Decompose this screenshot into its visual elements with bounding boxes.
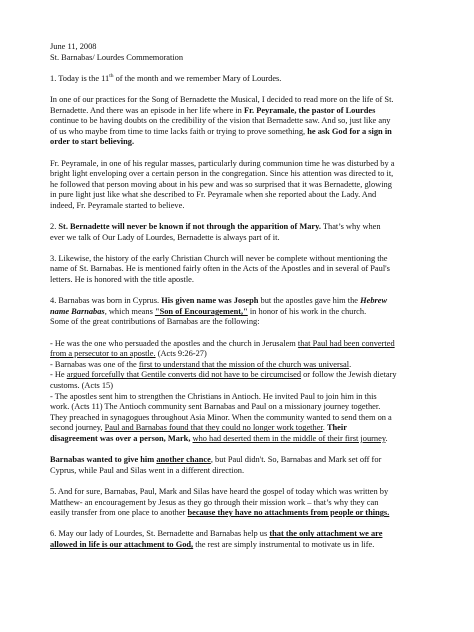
document-title: St. Barnabas/ Lourdes Commemoration [50, 52, 184, 62]
paragraph-9: 5. And for sure, Barnabas, Paul, Mark and Silas have heard the gospel of today which was written by Matthew- an encouragement by Jesus as they go through their mission work – that’s why they can easily transfer from one place to another because they have no attachments from people or things. [50, 486, 390, 518]
paragraph-1: 1. Today is the 11th of the month and we remember Mary of Lourdes. [50, 72, 282, 83]
paragraph-8: Barnabas wanted to give him another chance, but Paul didn't. So, Barnabas and Mark set off for Cyprus, while Paul and Silas went in a different direction. [50, 455, 382, 475]
paragraph-4: 2. St. Bernadette will never be known if not through the apparition of Mary. That’s why when ever we talk of Our Lady of Lourdes, Bernadette is always part of it. [50, 222, 381, 242]
paragraph-10: 6. May our lady of Lourdes, St. Bernadette and Barnabas help us that the only attachment we are allowed in life is our attachment to God, the rest are simply instrumental to motivate us in life. [50, 529, 383, 549]
document-header [50, 42, 452, 63]
paragraph-3: Fr. Peyramale, in one of his regular masses, particularly during communion time he was disturbed by a bright light enveloping over a certain person in the congregation. Since his attention was directed to it, he followed that person moving about in his pew and was so surprised that it was Bernadette, glowing in pure light just like what she described to Fr. Peyramale when she reported about the Lady. And indeed, Fr. Peyramale started to believe. [50, 158, 395, 210]
paragraph-6: 4. Barnabas was born in Cyprus. His given name was Joseph but the apostles gave him the Hebrew name Barnabas, which means "Son of Encouragement," in honor of his work in the church. Some of the great contributions of Barnabas are the following: [50, 296, 388, 327]
date-line: June 11, 2008 [50, 42, 97, 51]
paragraph-2: In one of our practices for the Song of Bernadette the Musical, I decided to read more on the life of St. Bernadette. And there was an episode in her life where in Fr. Peyramale, the pastor of Lourdes continue to be having doubts on the credibility of the vision that Bernadette saw. And so, just like any of us who maybe from time to time lacks faith or trying to prove something, he ask God for a sign in order to start believing. [50, 94, 394, 147]
paragraph-5: 3. Likewise, the history of the early Christian Church will never be complete without mentioning the name of St. Barnabas. He is mentioned fairly often in the Acts of the Apostles and in several of Paul's letters. He is honored with the title apostle. [50, 253, 390, 285]
paragraph-7-list: - He was the one who persuaded the apostles and the church in Jerusalem that Paul had been converted from a persecutor to an apostle. (Acts 9:26-27) - Barnabas was one of the first to understand that the mission of the church was universal. - He argued forcefully that Gentile converts did not have to be circumcised or follow the Jewish dietary customs. (Acts 15) - The apostles sent him to strengthen the Christians in Antioch. He invited Paul to join him in this work. (Acts 11) The Antioch community sent Barnabas and Paul on a missionary journey together. They preached in synagogues throughout Asia Minor. When the community wanted to send them on a second journey, Paul and Barnabas found that they could no longer work together. Their disagreement was over a person, Mark, who had deserted them in the middle of their first journey. [50, 338, 397, 443]
